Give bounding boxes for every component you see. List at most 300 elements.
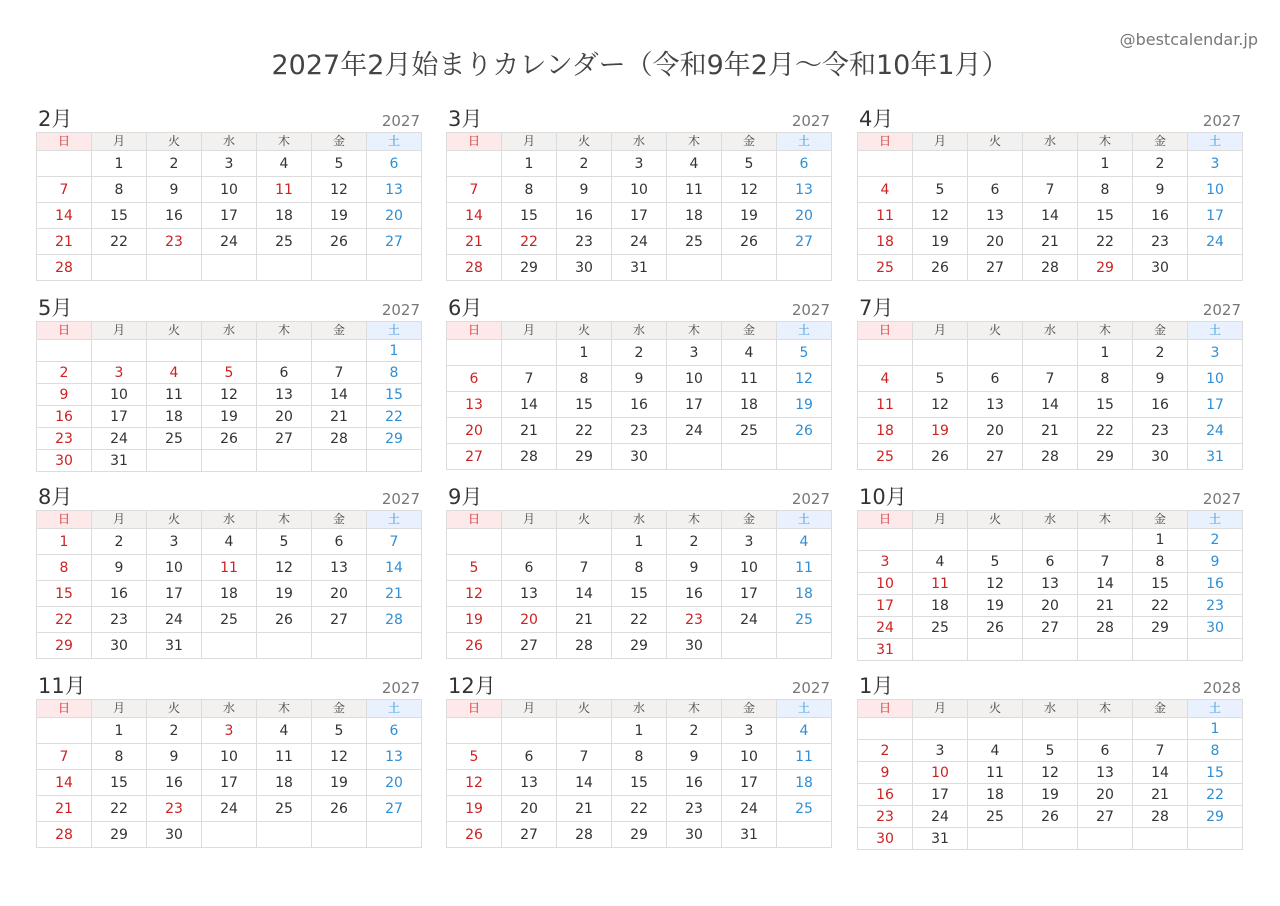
- day-cell: 20: [367, 203, 422, 229]
- empty-cell: [92, 255, 147, 281]
- week-row: [37, 203, 422, 229]
- day-cell: 21: [367, 581, 422, 607]
- weekday-row: [447, 511, 832, 529]
- weekday-row: [37, 133, 422, 151]
- day-cell: 18: [968, 784, 1023, 806]
- day-cell: 2: [557, 151, 612, 177]
- empty-cell: [913, 529, 968, 551]
- day-cell: 6: [968, 177, 1023, 203]
- day-cell: 2: [1133, 151, 1188, 177]
- day-cell: 5: [913, 177, 968, 203]
- empty-cell: [667, 255, 722, 281]
- empty-cell: [312, 255, 367, 281]
- day-cell: 2: [858, 740, 913, 762]
- month-year: 2027: [381, 679, 420, 697]
- empty-cell: [367, 822, 422, 848]
- day-cell: 12: [312, 177, 367, 203]
- weekday-header: 金: [722, 700, 777, 718]
- day-cell: 9: [92, 555, 147, 581]
- day-cell: 27: [312, 607, 367, 633]
- month-block: [446, 296, 832, 470]
- day-cell: 14: [37, 203, 92, 229]
- empty-cell: [1023, 340, 1078, 366]
- day-cell: 29: [612, 822, 667, 848]
- day-cell: 12: [913, 203, 968, 229]
- day-cell: 20: [1078, 784, 1133, 806]
- day-cell: 10: [147, 555, 202, 581]
- month-header: [446, 485, 832, 510]
- weekday-header: 日: [858, 511, 913, 529]
- day-cell: 15: [557, 392, 612, 418]
- week-row: [858, 617, 1243, 639]
- day-cell: 9: [1188, 551, 1243, 573]
- week-row: [858, 366, 1243, 392]
- day-cell: 12: [202, 384, 257, 406]
- month-table: [36, 510, 422, 659]
- day-cell: 4: [722, 340, 777, 366]
- day-cell: 13: [257, 384, 312, 406]
- month-table: [446, 321, 832, 470]
- weekday-header: 日: [447, 133, 502, 151]
- day-cell: 29: [1133, 617, 1188, 639]
- weekday-header: 金: [312, 133, 367, 151]
- day-cell: 16: [92, 581, 147, 607]
- day-cell: 14: [1133, 762, 1188, 784]
- month-table: [857, 699, 1243, 850]
- day-cell: 28: [557, 822, 612, 848]
- weekday-header: 金: [1133, 511, 1188, 529]
- week-row: [447, 366, 832, 392]
- empty-cell: [447, 529, 502, 555]
- day-cell: 22: [1133, 595, 1188, 617]
- day-cell: 24: [1188, 229, 1243, 255]
- weekday-header: 月: [92, 511, 147, 529]
- day-cell: 26: [1023, 806, 1078, 828]
- day-cell: 14: [557, 770, 612, 796]
- week-row: [858, 740, 1243, 762]
- month-label: 1月: [859, 674, 894, 698]
- day-cell: 9: [667, 744, 722, 770]
- month-table: [857, 321, 1243, 470]
- weekday-header: 火: [557, 700, 612, 718]
- day-cell: 25: [257, 796, 312, 822]
- weekday-header: 土: [777, 511, 832, 529]
- day-cell: 8: [557, 366, 612, 392]
- empty-cell: [968, 151, 1023, 177]
- day-cell: 12: [257, 555, 312, 581]
- day-cell: 1: [37, 529, 92, 555]
- day-cell: 25: [147, 428, 202, 450]
- day-cell: 5: [1023, 740, 1078, 762]
- week-row: [447, 770, 832, 796]
- day-cell: 17: [92, 406, 147, 428]
- day-cell: 2: [667, 529, 722, 555]
- day-cell: 21: [502, 418, 557, 444]
- day-cell: 11: [202, 555, 257, 581]
- day-cell: 19: [1023, 784, 1078, 806]
- day-cell: 29: [557, 444, 612, 470]
- day-cell: 1: [1078, 340, 1133, 366]
- day-cell: 14: [502, 392, 557, 418]
- weekday-header: 水: [202, 700, 257, 718]
- day-cell: 5: [312, 718, 367, 744]
- day-cell: 28: [312, 428, 367, 450]
- empty-cell: [202, 822, 257, 848]
- day-cell: 20: [968, 418, 1023, 444]
- day-cell: 18: [257, 203, 312, 229]
- day-cell: 18: [257, 770, 312, 796]
- day-cell: 7: [1133, 740, 1188, 762]
- day-cell: 25: [257, 229, 312, 255]
- day-cell: 26: [447, 822, 502, 848]
- weekday-row: [37, 511, 422, 529]
- empty-cell: [1078, 529, 1133, 551]
- day-cell: 11: [147, 384, 202, 406]
- month-year: 2028: [1202, 679, 1241, 697]
- day-cell: 6: [312, 529, 367, 555]
- month-block: [446, 674, 832, 848]
- day-cell: 15: [502, 203, 557, 229]
- month-header: [36, 296, 422, 321]
- weekday-header: 水: [612, 511, 667, 529]
- weekday-header: 金: [1133, 322, 1188, 340]
- day-cell: 12: [1023, 762, 1078, 784]
- month-block: [36, 485, 422, 659]
- day-cell: 26: [447, 633, 502, 659]
- day-cell: 16: [667, 770, 722, 796]
- day-cell: 14: [447, 203, 502, 229]
- day-cell: 25: [722, 418, 777, 444]
- weekday-header: 木: [257, 133, 312, 151]
- day-cell: 24: [612, 229, 667, 255]
- weekday-row: [37, 700, 422, 718]
- week-row: [858, 418, 1243, 444]
- week-row: [858, 595, 1243, 617]
- day-cell: 19: [447, 607, 502, 633]
- week-row: [447, 555, 832, 581]
- day-cell: 21: [312, 406, 367, 428]
- day-cell: 8: [367, 362, 422, 384]
- day-cell: 13: [502, 770, 557, 796]
- day-cell: 5: [202, 362, 257, 384]
- empty-cell: [257, 450, 312, 472]
- day-cell: 23: [667, 607, 722, 633]
- day-cell: 13: [968, 203, 1023, 229]
- day-cell: 2: [1188, 529, 1243, 551]
- day-cell: 12: [913, 392, 968, 418]
- week-row: [447, 418, 832, 444]
- week-row: [447, 151, 832, 177]
- weekday-row: [447, 700, 832, 718]
- weekday-header: 水: [612, 322, 667, 340]
- day-cell: 9: [667, 555, 722, 581]
- week-row: [858, 229, 1243, 255]
- empty-cell: [1133, 639, 1188, 661]
- day-cell: 21: [557, 796, 612, 822]
- day-cell: 20: [257, 406, 312, 428]
- month-year: 2027: [791, 301, 830, 319]
- day-cell: 15: [1078, 392, 1133, 418]
- weekday-header: 日: [37, 133, 92, 151]
- weekday-header: 日: [447, 700, 502, 718]
- empty-cell: [1133, 828, 1188, 850]
- empty-cell: [257, 255, 312, 281]
- day-cell: 29: [37, 633, 92, 659]
- month-label: 10月: [859, 485, 907, 509]
- empty-cell: [367, 255, 422, 281]
- day-cell: 9: [557, 177, 612, 203]
- day-cell: 7: [502, 366, 557, 392]
- day-cell: 26: [968, 617, 1023, 639]
- month-header: [857, 485, 1243, 510]
- weekday-header: 月: [913, 700, 968, 718]
- day-cell: 10: [1188, 366, 1243, 392]
- week-row: [858, 806, 1243, 828]
- day-cell: 13: [447, 392, 502, 418]
- day-cell: 18: [913, 595, 968, 617]
- weekday-header: 土: [777, 700, 832, 718]
- empty-cell: [37, 151, 92, 177]
- day-cell: 30: [147, 822, 202, 848]
- weekday-header: 火: [968, 322, 1023, 340]
- week-row: [37, 581, 422, 607]
- day-cell: 3: [1188, 340, 1243, 366]
- day-cell: 31: [92, 450, 147, 472]
- day-cell: 7: [447, 177, 502, 203]
- week-row: [858, 255, 1243, 281]
- month-header: [857, 107, 1243, 132]
- day-cell: 23: [1133, 418, 1188, 444]
- day-cell: 11: [257, 744, 312, 770]
- day-cell: 5: [447, 744, 502, 770]
- empty-cell: [257, 340, 312, 362]
- day-cell: 21: [1078, 595, 1133, 617]
- empty-cell: [202, 255, 257, 281]
- day-cell: 4: [858, 366, 913, 392]
- day-cell: 19: [312, 203, 367, 229]
- day-cell: 9: [858, 762, 913, 784]
- month-table: [36, 699, 422, 848]
- empty-cell: [1188, 639, 1243, 661]
- day-cell: 15: [367, 384, 422, 406]
- day-cell: 14: [37, 770, 92, 796]
- day-cell: 3: [202, 151, 257, 177]
- month-header: [857, 674, 1243, 699]
- day-cell: 20: [447, 418, 502, 444]
- month-table: [446, 510, 832, 659]
- weekday-header: 火: [557, 133, 612, 151]
- month-header: [857, 296, 1243, 321]
- day-cell: 19: [447, 796, 502, 822]
- weekday-header: 月: [92, 700, 147, 718]
- day-cell: 27: [367, 796, 422, 822]
- week-row: [37, 607, 422, 633]
- week-row: [858, 639, 1243, 661]
- day-cell: 23: [147, 796, 202, 822]
- week-row: [37, 822, 422, 848]
- weekday-header: 火: [968, 133, 1023, 151]
- day-cell: 1: [92, 151, 147, 177]
- day-cell: 27: [502, 633, 557, 659]
- month-table: [857, 132, 1243, 281]
- day-cell: 3: [722, 529, 777, 555]
- weekday-header: 月: [502, 133, 557, 151]
- day-cell: 23: [557, 229, 612, 255]
- weekday-header: 月: [502, 322, 557, 340]
- week-row: [858, 573, 1243, 595]
- day-cell: 22: [37, 607, 92, 633]
- day-cell: 9: [147, 744, 202, 770]
- week-row: [37, 770, 422, 796]
- empty-cell: [147, 255, 202, 281]
- day-cell: 8: [1133, 551, 1188, 573]
- weekday-header: 火: [968, 511, 1023, 529]
- empty-cell: [722, 444, 777, 470]
- empty-cell: [257, 822, 312, 848]
- day-cell: 28: [1133, 806, 1188, 828]
- day-cell: 13: [1023, 573, 1078, 595]
- day-cell: 16: [147, 770, 202, 796]
- weekday-header: 日: [37, 511, 92, 529]
- week-row: [37, 255, 422, 281]
- day-cell: 11: [858, 392, 913, 418]
- day-cell: 19: [722, 203, 777, 229]
- weekday-row: [858, 133, 1243, 151]
- day-cell: 5: [257, 529, 312, 555]
- day-cell: 4: [913, 551, 968, 573]
- month-block: [36, 107, 422, 281]
- day-cell: 18: [858, 229, 913, 255]
- day-cell: 24: [722, 607, 777, 633]
- week-row: [37, 428, 422, 450]
- weekday-header: 月: [92, 322, 147, 340]
- month-label: 9月: [448, 485, 483, 509]
- day-cell: 7: [312, 362, 367, 384]
- day-cell: 31: [858, 639, 913, 661]
- day-cell: 24: [667, 418, 722, 444]
- empty-cell: [1023, 151, 1078, 177]
- empty-cell: [777, 255, 832, 281]
- day-cell: 28: [447, 255, 502, 281]
- day-cell: 25: [777, 796, 832, 822]
- weekday-header: 土: [367, 700, 422, 718]
- day-cell: 8: [1078, 366, 1133, 392]
- day-cell: 11: [777, 555, 832, 581]
- day-cell: 7: [367, 529, 422, 555]
- week-row: [37, 151, 422, 177]
- empty-cell: [1133, 718, 1188, 740]
- day-cell: 7: [1078, 551, 1133, 573]
- day-cell: 14: [367, 555, 422, 581]
- weekday-header: 木: [667, 511, 722, 529]
- month-table: [446, 132, 832, 281]
- day-cell: 19: [312, 770, 367, 796]
- day-cell: 24: [722, 796, 777, 822]
- day-cell: 16: [1133, 203, 1188, 229]
- weekday-header: 土: [367, 133, 422, 151]
- day-cell: 11: [913, 573, 968, 595]
- day-cell: 13: [502, 581, 557, 607]
- day-cell: 3: [667, 340, 722, 366]
- day-cell: 12: [447, 581, 502, 607]
- weekday-header: 木: [667, 133, 722, 151]
- week-row: [447, 796, 832, 822]
- day-cell: 24: [858, 617, 913, 639]
- day-cell: 10: [722, 744, 777, 770]
- weekday-header: 月: [502, 700, 557, 718]
- empty-cell: [858, 529, 913, 551]
- day-cell: 22: [92, 229, 147, 255]
- day-cell: 17: [1188, 392, 1243, 418]
- day-cell: 12: [312, 744, 367, 770]
- day-cell: 9: [37, 384, 92, 406]
- week-row: [37, 229, 422, 255]
- day-cell: 11: [667, 177, 722, 203]
- day-cell: 1: [1078, 151, 1133, 177]
- empty-cell: [312, 450, 367, 472]
- month-table: [446, 699, 832, 848]
- weekday-header: 水: [612, 700, 667, 718]
- day-cell: 30: [1188, 617, 1243, 639]
- month-label: 8月: [38, 485, 73, 509]
- day-cell: 31: [1188, 444, 1243, 470]
- weekday-header: 土: [1188, 133, 1243, 151]
- week-row: [447, 822, 832, 848]
- week-row: [858, 529, 1243, 551]
- day-cell: 13: [367, 744, 422, 770]
- day-cell: 14: [557, 581, 612, 607]
- day-cell: 1: [1133, 529, 1188, 551]
- day-cell: 3: [202, 718, 257, 744]
- day-cell: 5: [968, 551, 1023, 573]
- weekday-header: 木: [667, 700, 722, 718]
- empty-cell: [37, 718, 92, 744]
- day-cell: 1: [612, 529, 667, 555]
- month-block: [857, 296, 1243, 470]
- day-cell: 20: [1023, 595, 1078, 617]
- day-cell: 15: [92, 770, 147, 796]
- month-table: [36, 132, 422, 281]
- week-row: [858, 718, 1243, 740]
- month-year: 2027: [791, 112, 830, 130]
- day-cell: 3: [858, 551, 913, 573]
- weekday-header: 日: [858, 133, 913, 151]
- week-row: [858, 151, 1243, 177]
- day-cell: 9: [612, 366, 667, 392]
- empty-cell: [557, 529, 612, 555]
- month-label: 6月: [448, 296, 483, 320]
- day-cell: 8: [92, 744, 147, 770]
- weekday-header: 日: [37, 700, 92, 718]
- month-header: [446, 674, 832, 699]
- weekday-header: 木: [1078, 700, 1133, 718]
- page-title: 2027年2月始まりカレンダー（令和9年2月〜令和10年1月）: [271, 50, 1009, 81]
- day-cell: 3: [612, 151, 667, 177]
- weekday-header: 水: [202, 133, 257, 151]
- day-cell: 25: [858, 255, 913, 281]
- weekday-header: 日: [447, 322, 502, 340]
- weekday-header: 金: [722, 133, 777, 151]
- day-cell: 29: [612, 633, 667, 659]
- weekday-header: 木: [257, 511, 312, 529]
- empty-cell: [367, 633, 422, 659]
- day-cell: 31: [722, 822, 777, 848]
- day-cell: 27: [968, 255, 1023, 281]
- day-cell: 2: [37, 362, 92, 384]
- day-cell: 16: [1188, 573, 1243, 595]
- empty-cell: [968, 639, 1023, 661]
- day-cell: 6: [777, 151, 832, 177]
